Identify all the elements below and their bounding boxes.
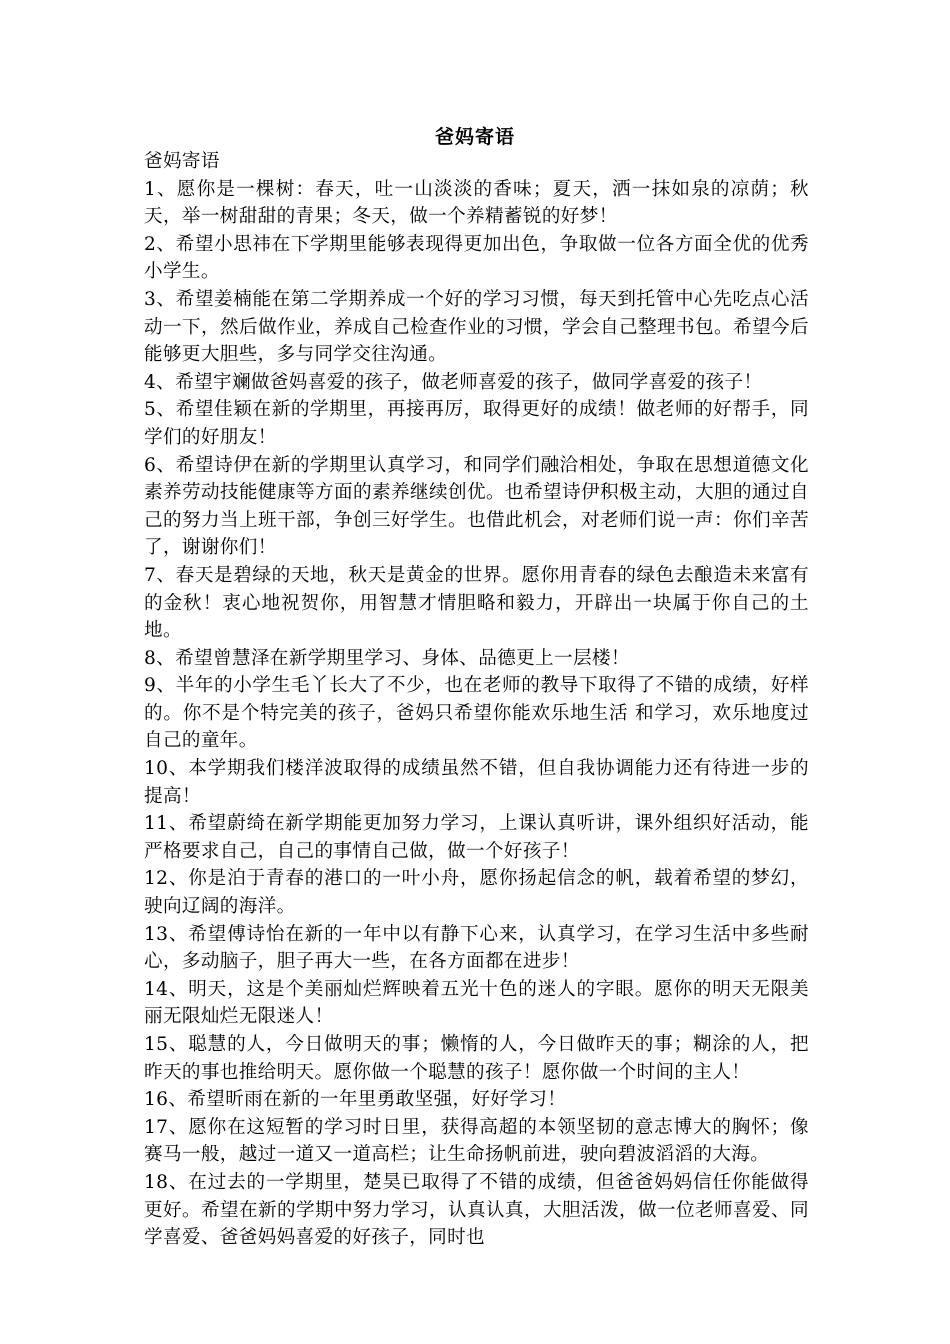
- paragraph: 9、半年的小学生毛丫长大了不少，也在老师的教导下取得了不错的成绩，好样的。你不是个特完美的孩子，爸妈只希望你能欢乐地生活 和学习，欢乐地度过自己的童年。: [144, 675, 809, 752]
- paragraph: 18、在过去的一学期里，楚昊已取得了不错的成绩，但爸爸妈妈信任你能做得更好。希望在新的学期中努力学习，认真认真，大胆活泼，做一位老师喜爱、同学喜爱、爸爸妈妈喜爱的好孩子，同时也: [144, 1171, 809, 1249]
- paragraph: 10、本学期我们楼洋波取得的成绩虽然不错，但自我协调能力还有待进一步的提高！: [144, 758, 809, 807]
- paragraph: 8、希望曾慧泽在新学期里学习、身体、品德更上一层楼！: [144, 647, 630, 669]
- paragraph: 6、希望诗伊在新的学期里认真学习，和同学们融洽相处，争取在思想道德文化素养劳动技能健康等方面的素养继续创优。也希望诗伊积极主动，大胆的通过自己的努力当上班干部，争创三好学生。也借此机会，对老师们说一声：你们辛苦了，谢谢你们！: [144, 454, 809, 559]
- paragraph: 1、愿你是一棵树：春天，吐一山淡淡的香味；夏天，洒一抹如泉的凉荫；秋天，举一树甜甜的青果；冬天，做一个养精蓄锐的好梦！: [144, 178, 809, 228]
- paragraph: 4、希望宇斓做爸妈喜爱的孩子，做老师喜爱的孩子，做同学喜爱的孩子！: [144, 371, 763, 393]
- paragraph: 16、希望昕雨在新的一年里勇敢坚强，好好学习！: [144, 1089, 567, 1111]
- document-subtitle: 爸妈寄语: [144, 151, 220, 172]
- paragraph: 3、希望姜楠能在第二学期养成一个好的学习习惯，每天到托管中心先吃点心活动一下，然后做作业，养成自己检查作业的习惯，学会自己整理书包。希望今后能够更大胆些，多与同学交往沟通。: [144, 288, 809, 366]
- paragraph: 13、希望傅诗怡在新的一年中以有静下心来，认真学习，在学习生活中多些耐心，多动脑子，胆子再大一些，在各方面都在进步！: [144, 923, 809, 973]
- paragraph: 7、春天是碧绿的天地，秋天是黄金的世界。愿你用青春的绿色去酿造未来富有的金秋！衷心地祝贺你，用智慧才情胆略和毅力，开辟出一块属于你自己的土地。: [144, 564, 809, 642]
- paragraph: 2、希望小思祎在下学期里能够表现得更加出色，争取做一位各方面全优的优秀小学生。: [144, 233, 809, 283]
- document-body: [144, 148, 809, 1252]
- paragraph: 12、你是泊于青春的港口的一叶小舟，愿你扬起信念的帆，载着希望的梦幻，驶向辽阔的海洋。: [144, 868, 809, 918]
- paragraph: 5、希望佳颖在新的学期里，再接再厉，取得更好的成绩！做老师的好帮手，同学们的好朋友！: [144, 399, 809, 448]
- paragraph: 15、聪慧的人，今日做明天的事；懒惰的人，今日做昨天的事；糊涂的人，把昨天的事也推给明天。愿你做一个聪慧的孩子！愿你做一个时间的主人！: [144, 1034, 809, 1083]
- paragraph: 11、希望蔚绮在新学期能更加努力学习，上课认真听讲，课外组织好活动，能严格要求自己，自己的事情自己做，做一个好孩子！: [144, 813, 809, 862]
- document-title: 爸妈寄语: [434, 126, 515, 148]
- paragraph: 14、明天，这是个美丽灿烂辉映着五光十色的迷人的字眼。愿你的明天无限美丽无限灿烂无限迷人！: [144, 978, 809, 1028]
- paragraph: 17、愿你在这短暂的学习时日里，获得高超的本领坚韧的意志博大的胸怀；像赛马一般，越过一道又一道高栏；让生命扬帆前进，驶向碧波滔滔的大海。: [144, 1116, 809, 1166]
